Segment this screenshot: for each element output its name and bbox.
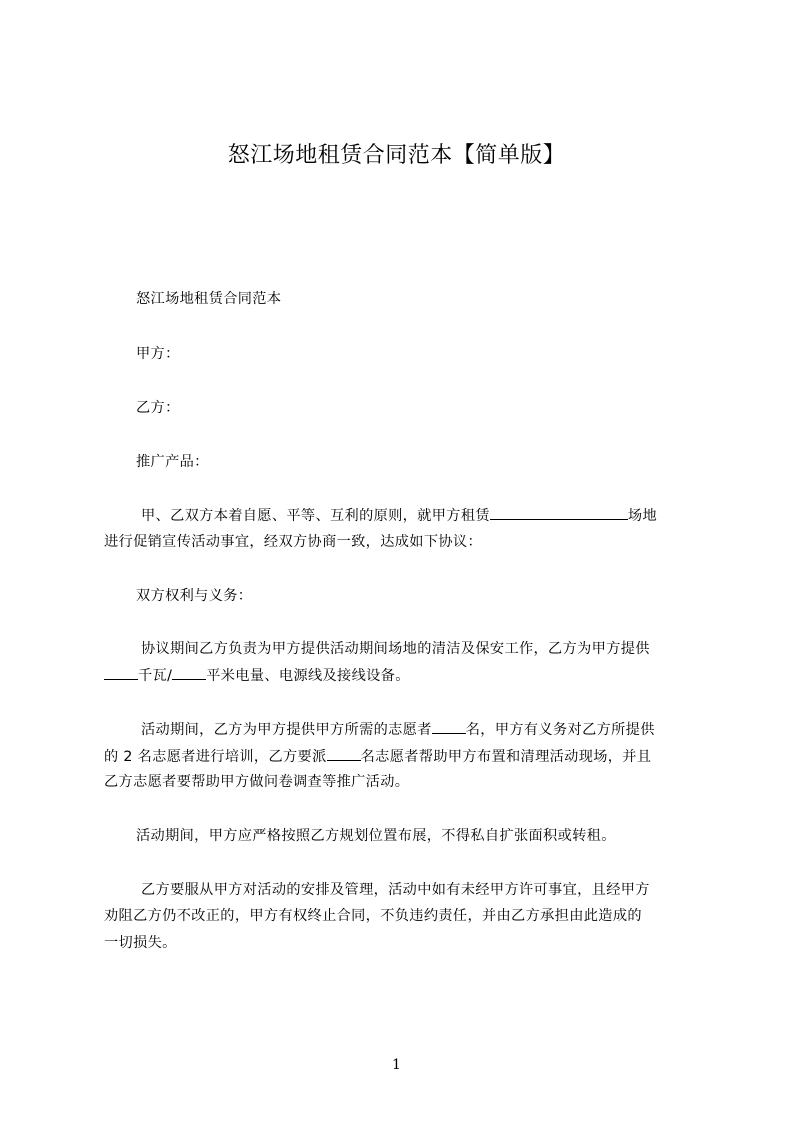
clause1-text-b: 平米电量、电源线及接线设备。 <box>206 668 410 684</box>
clause2-line-2 <box>104 746 651 767</box>
party-b-label: 乙方： <box>136 400 180 416</box>
dispatch-count-blank <box>327 746 361 761</box>
clause3-line: 活动期间，甲方应严格按照乙方规划位置布展，不得私自扩张面积或转租。 <box>136 828 616 844</box>
clause1-line-2 <box>104 665 410 686</box>
intro-text-a: 甲、乙双方本着自愿、平等、互利的原则，就甲方租赁 <box>141 508 490 524</box>
intro-paragraph-line-2: 进行促销宣传活动事宜，经双方协商一致，达成如下协议： <box>104 534 482 550</box>
clause2-text-c: 的 2 名志愿者进行培训，乙方要派 <box>104 749 327 765</box>
clause1-text-a: 千瓦/ <box>138 668 173 684</box>
product-label: 推广产品： <box>136 454 209 470</box>
clause2-text-d: 名志愿者帮助甲方布置和清理活动现场，并且 <box>360 749 652 765</box>
clause2-line-1 <box>141 719 655 740</box>
clause4-line-2: 劝阻乙方仍不改正的，甲方有权终止合同，不负违约责任，并由乙方承担由此造成的 <box>104 908 642 924</box>
intro-paragraph-line-1 <box>141 505 657 526</box>
clause2-text-a: 活动期间，乙方为甲方提供甲方所需的志愿者 <box>141 722 432 738</box>
volunteer-count-blank <box>432 719 466 734</box>
clause4-line-3: 一切损失。 <box>104 935 177 951</box>
clause2-line-3: 乙方志愿者要帮助甲方做问卷调查等推广活动。 <box>104 774 410 790</box>
area-blank <box>172 665 206 680</box>
party-a-label: 甲方： <box>136 346 180 362</box>
document-title: 怒江场地租赁合同范本【简单版】 <box>227 143 566 168</box>
kilowatt-blank <box>104 665 138 680</box>
venue-blank <box>490 505 628 520</box>
rights-heading: 双方权利与义务： <box>136 588 253 604</box>
clause1-line-1: 协议期间乙方负责为甲方提供活动期间场地的清洁及保安工作，乙方为甲方提供 <box>141 641 650 657</box>
page-number: 1 <box>392 1057 401 1073</box>
document-subtitle: 怒江场地租赁合同范本 <box>136 291 282 307</box>
clause4-line-1: 乙方要服从甲方对活动的安排及管理，活动中如有未经甲方许可事宜，且经甲方 <box>141 882 650 898</box>
clause2-text-b: 名，甲方有义务对乙方所提供 <box>465 722 655 738</box>
intro-text-b: 场地 <box>627 508 657 524</box>
